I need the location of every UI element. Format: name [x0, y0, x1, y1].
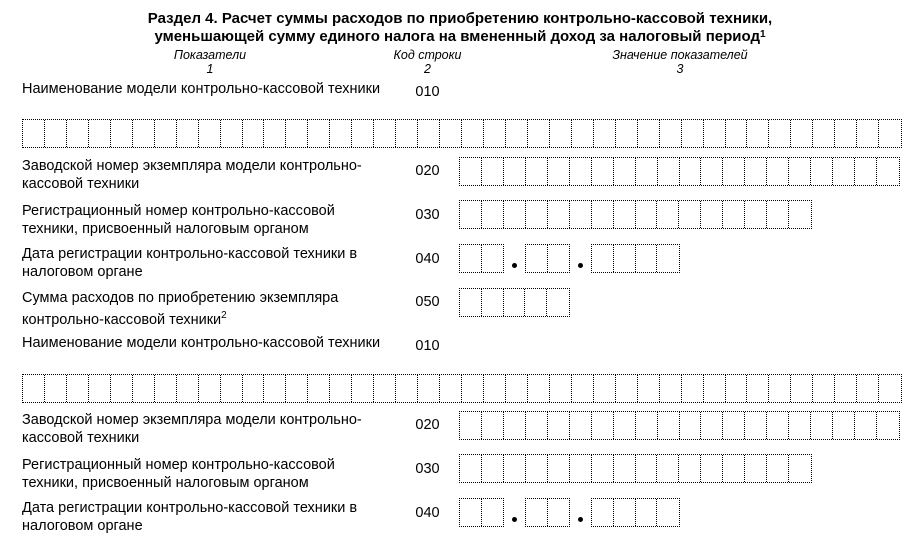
registration-date-month-field[interactable] [525, 498, 570, 527]
registration-date-day-field[interactable] [459, 244, 504, 273]
model-name-field[interactable] [22, 374, 902, 403]
row-030-label: Регистрационный номер контрольно-кассовой техники, присвоенный налоговым органом [22, 457, 335, 491]
row-010-label: Наименование модели контрольно-кассовой техники [22, 335, 381, 351]
column-header-indicators: Показатели 1 [173, 48, 247, 76]
registration-date-month-field[interactable] [525, 244, 570, 273]
column-header-line-code: Код строки 2 [393, 48, 462, 76]
row-050-footnote: 2 [221, 310, 227, 321]
row-020-code: 020 [415, 163, 440, 179]
registration-number-field[interactable] [459, 454, 812, 483]
date-separator-dot [512, 263, 517, 268]
row-020-label: Заводской номер экземпляра модели контрольно-кассовой техники [22, 158, 362, 192]
section-title-line1: Раздел 4. Расчет суммы расходов по приобретению контрольно-кассовой техники, [147, 10, 773, 27]
model-name-field[interactable] [22, 119, 902, 148]
row-030-code: 030 [415, 207, 440, 223]
row-030-label: Регистрационный номер контрольно-кассовой техники, присвоенный налоговым органом [22, 203, 335, 237]
registration-date-day-field[interactable] [459, 498, 504, 527]
registration-date-year-field[interactable] [591, 498, 680, 527]
column-header-values: Значение показателей 3 [612, 48, 748, 76]
row-010-code: 010 [415, 84, 440, 100]
row-020-code: 020 [415, 417, 440, 433]
row-050-label: Сумма расходов по приобретению экземпляра контрольно-кассовой техники$^2$ [22, 290, 339, 328]
date-separator-dot [578, 517, 583, 522]
section-title-line2: уменьшающей сумму единого налога на вмененный доход за налоговый период$^1$ [154, 28, 766, 45]
registration-date-year-field[interactable] [591, 244, 680, 273]
serial-number-field[interactable] [459, 411, 900, 440]
row-040-code: 040 [415, 505, 440, 521]
row-010-label: Наименование модели контрольно-кассовой техники [22, 81, 381, 97]
row-010-code: 010 [415, 338, 440, 354]
row-020-label: Заводской номер экземпляра модели контрольно-кассовой техники [22, 412, 362, 446]
title-footnote: 1 [759, 29, 766, 40]
registration-number-field[interactable] [459, 200, 812, 229]
row-030-code: 030 [415, 461, 440, 477]
date-separator-dot [512, 517, 517, 522]
row-040-label: Дата регистрации контрольно-кассовой техники в налоговом органе [22, 500, 358, 534]
row-040-code: 040 [415, 251, 440, 267]
date-separator-dot [578, 263, 583, 268]
serial-number-field[interactable] [459, 157, 900, 186]
section-title [0, 10, 920, 46]
row-040-label: Дата регистрации контрольно-кассовой техники в налоговом органе [22, 246, 358, 280]
purchase-expenses-field[interactable] [459, 288, 570, 317]
row-050-code: 050 [415, 294, 440, 310]
